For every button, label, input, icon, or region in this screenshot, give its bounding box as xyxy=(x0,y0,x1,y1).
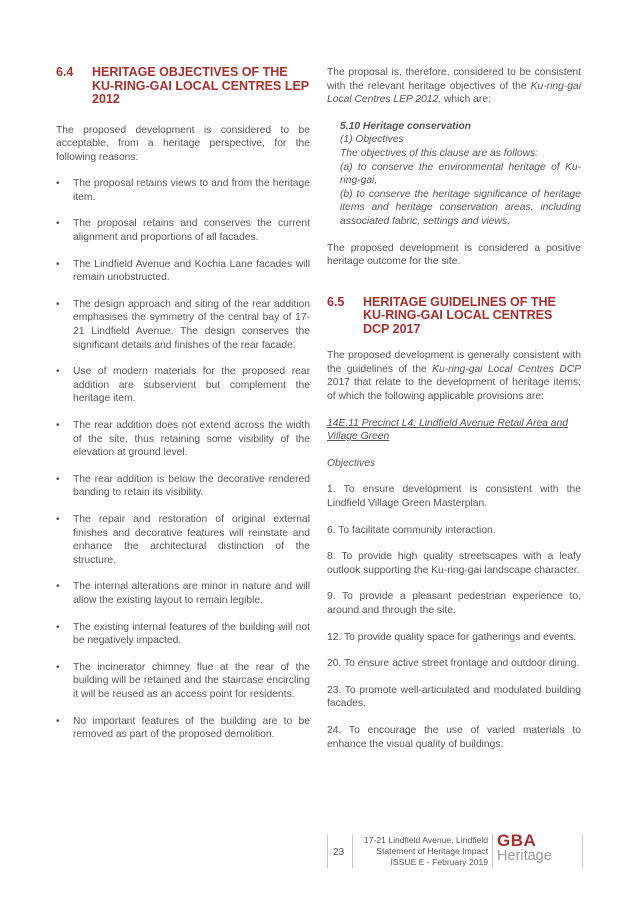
quote-line: (1) Objectives xyxy=(340,134,404,146)
section-heading-6-4 xyxy=(56,66,310,107)
list-item: • The internal alterations are minor in nature and will allow the existing layout to remain legible. xyxy=(56,580,310,607)
right-column xyxy=(327,66,581,751)
precinct-heading: 14E.11 Precinct L4: Lindfield Avenue Retail Area and Village Green xyxy=(327,417,568,443)
quoted-clause xyxy=(327,120,581,229)
section-number: 6.4 xyxy=(56,65,74,79)
reasons-list xyxy=(56,177,310,741)
footer-divider xyxy=(582,834,583,868)
objective-item: 24. To encourage the use of varied materials to enhance the visual quality of buildings. xyxy=(327,724,581,750)
footer-doc-title: Statement of Heritage Impact xyxy=(376,845,488,856)
guidelines-paragraph xyxy=(327,349,581,403)
list-item: • The proposal retains views to and from the heritage item. xyxy=(56,177,310,204)
text-run: The proposal is, therefore, considered to be consistent with the relevant heritage objectives of the xyxy=(327,67,581,92)
logo-gba: GBA xyxy=(497,831,537,850)
logo-heritage: Heritage xyxy=(497,848,552,864)
footer-issue: ISSUE E - February 2019 xyxy=(390,856,488,867)
text-run: The proposed development is generally consistent with the guidelines of the xyxy=(327,350,581,375)
section-number: 6.5 xyxy=(327,294,345,309)
objective-item: 9. To provide a pleasant pedestrian experience to, around and through the site. xyxy=(327,591,581,616)
list-item: • The design approach and siting of the rear addition emphasises the symmetry of the central bay of 17-21 Lindfield Avenue. The design conserves the significant details and finishes of the rear facade. xyxy=(56,298,310,352)
objective-item: 1. To ensure development is consistent with the Lindfield Village Green Masterplan. xyxy=(327,484,581,509)
page-number: 23 xyxy=(333,847,345,858)
outcome-paragraph: The proposed development is considered a positive heritage outcome for the site. xyxy=(327,242,581,268)
section-title: HERITAGE OBJECTIVES OF THE KU-RING-GAI LOCAL CENTRES LEP 2012 xyxy=(92,65,309,106)
footer-document-info xyxy=(356,835,488,867)
objective-item: 12. To provide quality space for gatherings and events. xyxy=(327,631,577,643)
quote-line: The objectives of this clause are as follows: xyxy=(340,147,539,159)
objective-item: 8. To provide high quality streetscapes with a leafy outlook supporting the Ku-ring-gai landscape character. xyxy=(327,551,581,576)
left-column xyxy=(56,66,310,742)
quote-line: (b) to conserve the heritage significance of heritage items and heritage conservation areas, including associated fabric, settings and views, xyxy=(340,188,581,227)
quote-line: (a) to conserve the environmental heritage of Ku-ring-gai, xyxy=(340,161,581,187)
section-heading-6-5 xyxy=(327,296,581,337)
text-run: , which are: xyxy=(438,94,491,106)
list-item: • The existing internal features of the building will not be negatively impacted. xyxy=(56,621,310,648)
objective-item: 6. To facilitate community interaction. xyxy=(327,524,496,536)
lep-title: Ku-ring-gai Local Centres LEP 2012 xyxy=(327,80,581,106)
list-item: • The incinerator chimney flue at the rear of the building will be retained and the staircase encircling it will be reused as an access point for residents. xyxy=(56,661,310,702)
footer-divider xyxy=(352,834,353,868)
consistency-paragraph xyxy=(327,66,581,107)
list-item: • The rear addition is below the decorative rendered banding to retain its visibility. xyxy=(56,473,310,500)
list-item: • Use of modern materials for the proposed rear addition are subservient but complement the heritage item. xyxy=(56,365,310,406)
objective-item: 23. To promote well-articulated and modulated building facades. xyxy=(327,684,581,710)
footer-divider xyxy=(327,834,328,868)
list-item: • The Lindfield Avenue and Kochia Lane facades will remain unobstructed. xyxy=(56,258,310,285)
list-item: • No important features of the building are to be removed as part of the proposed demolition. xyxy=(56,715,310,742)
list-item: • The proposal retains and conserves the current alignment and proportions of all facades. xyxy=(56,217,310,244)
dcp-title: Ku-ring-gai Local Centres DCP xyxy=(432,363,581,375)
objectives-label: Objectives xyxy=(327,457,376,469)
intro-paragraph: The proposed development is considered to be acceptable, from a heritage perspective, for the following reasons: xyxy=(56,124,310,163)
list-item: • The repair and restoration of original external finishes and decorative features will reinstate and enhance the architectural distinction of the structure. xyxy=(56,513,310,567)
text-run: 2017 that relate to the development of heritage items; of which the following applicable provisions are: xyxy=(327,377,581,402)
list-item: • The rear addition does not extend across the width of the site, thus retaining some visibility of the elevation at ground level. xyxy=(56,419,310,460)
footer-address: 17-21 Lindfield Avenue, Lindfield xyxy=(363,835,488,845)
quote-title: 5.10 Heritage conservation xyxy=(340,120,472,132)
objective-item: 20. To ensure active street frontage and outdoor dining. xyxy=(327,658,580,670)
gba-heritage-logo xyxy=(497,832,552,864)
footer-divider xyxy=(492,834,493,868)
section-title: HERITAGE GUIDELINES OF THE KU-RING-GAI LOCAL CENTRES DCP 2017 xyxy=(363,294,556,336)
